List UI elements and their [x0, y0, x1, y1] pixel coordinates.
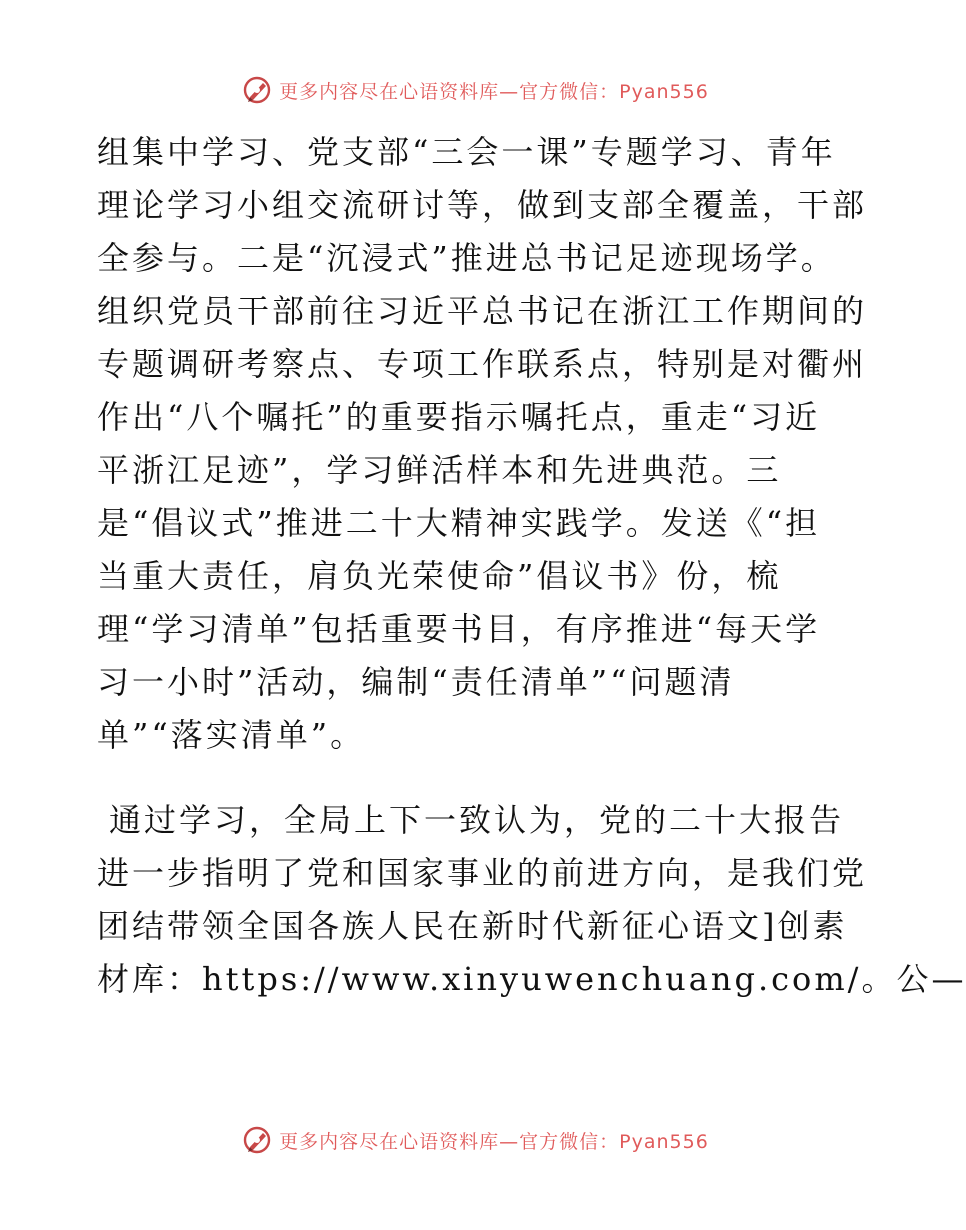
- paragraph-2: [97, 794, 966, 1006]
- text-line: 通过学习，全局上下一致认为，党的二十大报告: [109, 801, 845, 839]
- paragraph-1: [97, 126, 868, 762]
- text-line: 进一步指明了党和国家事业的前进方向，是我们党: [97, 854, 868, 892]
- text-line: 是“倡议式”推进二十大精神实践学。发送《“担: [97, 504, 821, 542]
- text-line: 习一小时”活动，编制“责任清单”“问题清: [97, 663, 735, 701]
- text-line: 组织党员干部前往习近平总书记在浙江工作期间的: [97, 292, 868, 330]
- paragraph-gap: [97, 762, 857, 794]
- watermark-footer: [0, 1120, 950, 1160]
- text-line: 当重大责任，肩负光荣使命”倡议书》份，梳: [97, 557, 782, 595]
- text-line: 理论学习小组交流研讨等，做到支部全覆盖，干部: [97, 186, 868, 224]
- text-line: 作出“八个嘱托”的重要指示嘱托点，重走“习近: [97, 398, 821, 436]
- text-line: 单”“落实清单”。: [97, 716, 366, 754]
- watermark-text: 更多内容尽在心语资料库—官方微信：Pyan556: [279, 80, 709, 103]
- text-line: 团结带领全国各族人民在新时代新征心语文]创素: [97, 907, 848, 945]
- pen-logo-icon: [241, 74, 273, 106]
- text-line: 组集中学习、党支部“三会一课”专题学习、青年: [97, 133, 836, 171]
- watermark-header: [0, 70, 950, 110]
- text-line: 全参与。二是“沉浸式”推进总书记足迹现场学。: [97, 239, 836, 277]
- text-line: 平浙江足迹”，学习鲜活样本和先进典范。三: [97, 451, 782, 489]
- document-body: [97, 126, 966, 1006]
- watermark-text: 更多内容尽在心语资料库—官方微信：Pyan556: [279, 1130, 709, 1153]
- text-line: 专题调研考察点、专项工作联系点，特别是对衢州: [97, 345, 868, 383]
- text-line: 理“学习清单”包括重要书目，有序推进“每天学: [97, 610, 821, 648]
- pen-logo-icon: [241, 1124, 273, 1156]
- text-line: 材库：https://www.xinyuwenchuang.com/。公—: [97, 960, 966, 998]
